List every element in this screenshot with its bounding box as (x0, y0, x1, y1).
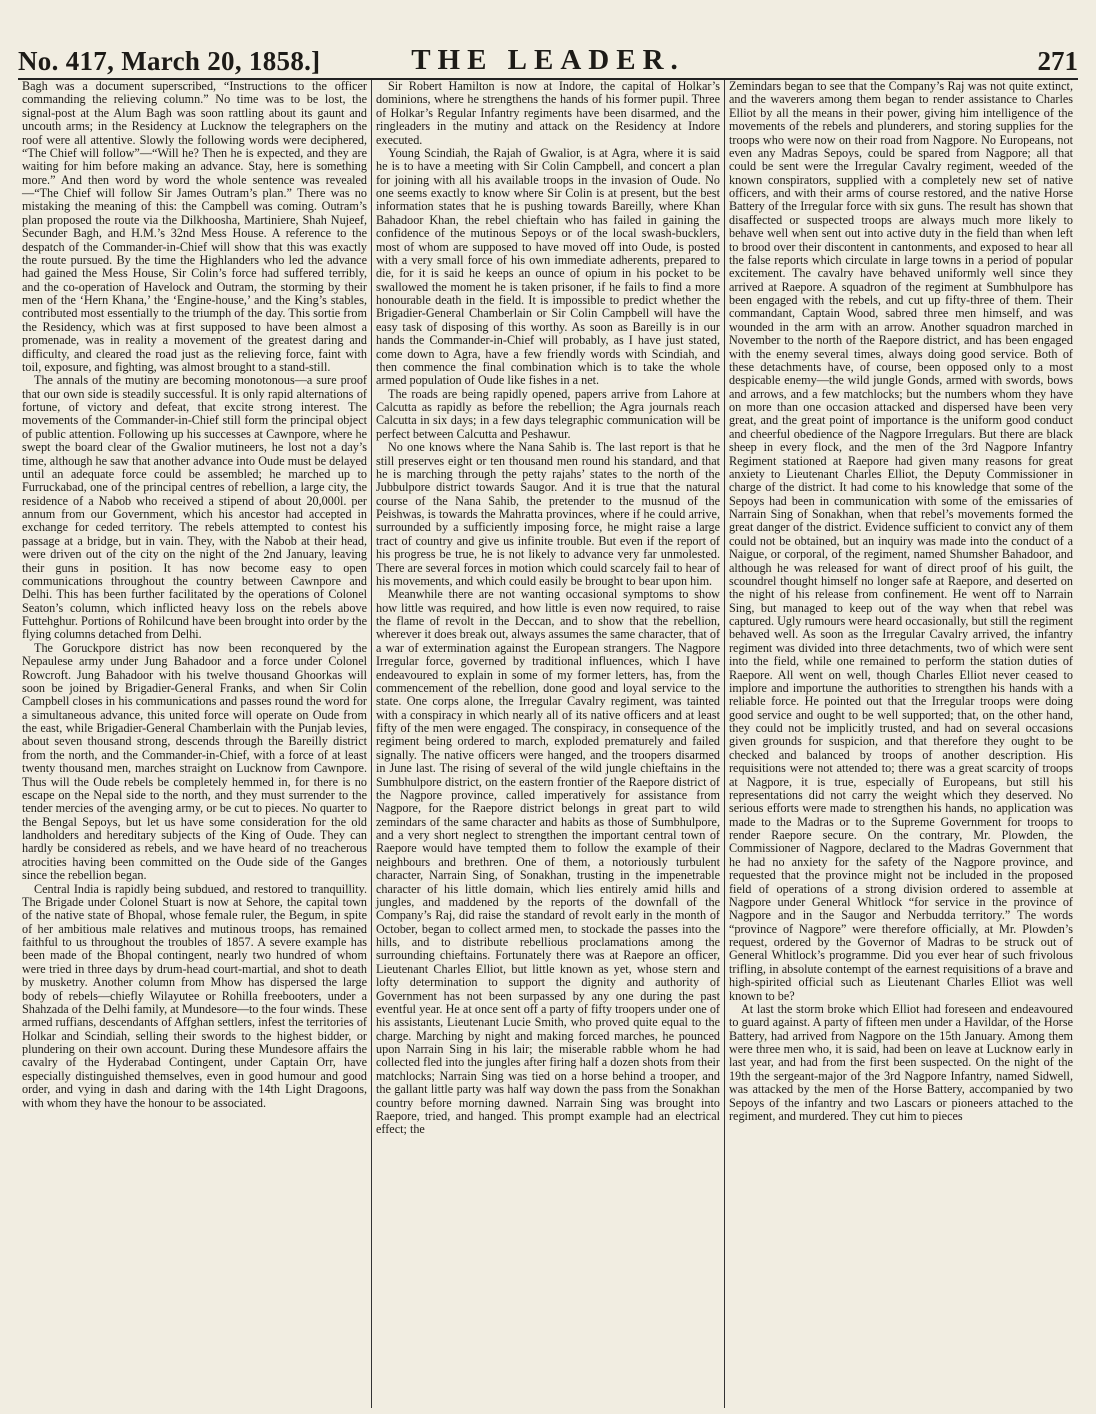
column-3 (724, 80, 1077, 1408)
paragraph: The Goruckpore district has now been reconquered by the Nepaulese army under Jung Bahadoor and a force under Colonel Rowcroft. Jung Bahadoor with his twelve thousand Ghoorkas will soon be joined by Brigadier-General Franks, and when Sir Colin Campbell closes in his communications and passes round the word for a simultaneous advance, this united force will operate on Oude from the east, while Brigadier-General Chamberlain with the Punjab levies, about seven thousand strong, descends through the Bareilly district from the north, and the Commander-in-Chief, with a force of at least twenty thousand men, marches straight on Lucknow from Cawnpore. Thus will the Oude rebels be completely hemmed in, for there is no escape on the Nepal side to the north, and they must surrender to the tender mercies of the avenging army, or be cut to pieces. No quarter to the Bengal Sepoys, but let us have some consideration for the old landholders and hereditary subjects of the King of Oude. They can hardly be considered as rebels, and we have heard of no treacherous atrocities having been committed on the Oude side of the Ganges since the rebellion began. (22, 640, 367, 883)
paragraph: Zemindars began to see that the Company’s Raj was not quite extinct, and the waverers among them began to render assistance to Charles Elliot by all the means in their power, giving him intelligence of the movements of the rebels and plunderers, and storing supplies for the troops who were now on their road from Nagpore. No Europeans, not even any Madras Sepoys, could be spared from Nagpore; all that could be sent were the Irregular Cavalry regiment, weeded of the known conspirators, supplied with a completely new set of native officers, and with their arms of course restored, and the native Horse Battery of the Irregular force with six guns. The result has shown that disaffected or suspected troops are always much more likely to behave well when sent out into active duty in the field than when left to brood over their discontent in cantonments, and exposed to hear all the false reports which circulate in large towns in a period of popular excitement. The cavalry have behaved uniformly well since they arrived at Raepore. A squadron of the regiment at Sumbhulpore has been engaged with the rebels, and cut up fifty-three of them. Their commandant, Captain Wood, sabred three men himself, and was wounded in the arm with an arrow. Another squadron marched in November to the north of the Raepore district, and has been engaged with the enemy several times, always doing good service. Both of these detachments have, of course, been opposed only to a most despicable enemy—the wild jungle Gonds, armed with swords, bows and arrows, and a few matchlocks; but the numbers whom they have on more than one occasion attacked and dispersed have been very great, and the great point of importance is the uniform good conduct and cheerful obedience of the Nagpore Irregulars. But there are black sheep in every flock, and the men of the 3rd Nagpore Infantry Regiment stationed at Raepore had given many reasons for great anxiety to Lieutenant Charles Elliot, the Deputy Commissioner in charge of the district. It had come to his knowledge that some of the Sepoys had been in communication with some of the emissaries of Narrain Sing of Sonakhan, when that rebel’s movements formed the great danger of the district. Evidence sufficient to convict any of them could not be obtained, but an inquiry was made into the conduct of a Naigue, or corporal, of the regiment, named Shumsher Bahadoor, and although he was released for want of direct proof of his guilt, the scoundrel thought himself no longer safe at Raepore, and deserted on the night of his release from confinement. He went off to Narrain Sing, but managed to keep out of the way when that rebel was captured. Ugly rumours were heard occasionally, but still the regiment behaved well. As soon as the Irregular Cavalry arrived, the infantry regiment was divided into three detachments, two of which were sent into the field, while one remained to perform the station duties of Raepore. All went on well, though Charles Elliot never ceased to implore and importune the authorities to strengthen his hands with a reliable force. He pointed out that the Irregular troops were doing good service and ought to be well supported; that, on the other hand, they could not be implicitly trusted, and had on several occasions given grounds for suspicion, and that therefore they ought to be checked and balanced by troops of another description. His requisitions were not attended to; there was a great scarcity of troops at Nagpore, it is true, especially of Europeans, but still his representations did not carry the weight which they deserved. No serious efforts were made to strengthen his hands, no application was made to the Madras or to the Supreme Government for troops to render Raepore secure. On the contrary, Mr. Plowden, the Commissioner of Nagpore, declared to the Madras Government that he had no anxiety for the safety of the Nagpore province, and requested that the province might not be included in the proposed field of operations of a strong division ordered to assemble at Nagpore under General Whitlock “for service in the province of Nagpore and in the Saugor and Nerbudda territory.” The words “province of Nagpore” were therefore officially, at Mr. Plowden’s request, ordered by the Governor of Madras to be struck out of General Whitlock’s programme. Did you ever hear of such frivolous trifling, in absolute contempt of the earnest requisitions of a brave and high-spirited official such as Lieutenant Charles Elliot was well known to be? (729, 80, 1073, 1003)
column-2 (371, 80, 724, 1408)
column-1 (18, 80, 371, 1408)
paragraph: The roads are being rapidly opened, papers arrive from Lahore at Calcutta as rapidly as before the rebellion; the Agra journals reach Calcutta in six days; in a few days telegraphic communication will be perfect between Calcutta and Peshawur. (376, 386, 720, 441)
issue-date: No. 417, March 20, 1858.] (18, 46, 321, 76)
article-columns (18, 80, 1078, 1408)
newspaper-title: THE LEADER. (411, 44, 685, 76)
page-number: 271 (1037, 46, 1078, 76)
paragraph: At last the storm broke which Elliot had foreseen and endeavoured to guard against. A party of fifteen men under a Havildar, of the Horse Battery, had arrived from Nagpore on the 15th January. Among them were three men who, it is said, had been on leave at Lucknow early in last year, and had from the first been suspected. On the night of the 19th the sergeant-major of the 3rd Nagpore Infantry, named Sidwell, was attacked by the men of the Horse Battery, accompanied by two Sepoys of the infantry and two Lascars or pioneers attached to the regiment, and murdered. They cut him to pieces (729, 1001, 1073, 1123)
paragraph: Meanwhile there are not wanting occasional symptoms to show how little was required, and how little is even now required, to raise the flame of revolt in the Deccan, and to show that the rebellion, wherever it does break out, always assumes the same character, that of a war of extermination against the European strangers. The Nagpore Irregular force, governed by traditional influences, which I have endeavoured to explain in some of my former letters, has, from the commencement of the rebellion, done good and loyal service to the state. One corps alone, the Irregular Cavalry regiment, was tainted with a conspiracy in which nearly all of its native officers and at least fifty of the men were engaged. The conspiracy, in consequence of the regiment being ordered to march, exploded prematurely and failed signally. The native officers were hanged, and the troopers disarmed in June last. The rising of several of the wild jungle chieftains in the Sumbhulpore district, on the eastern frontier of the Raepore district of the Nagpore province, called imperatively for assistance from Nagpore, for the Raepore district belongs in great part to wild zemindars of the same character and habits as those of Sumbhulpore, and a very short neglect to strengthen the important central town of Raepore would have tempted them to follow the example of their neighbours and brethren. One of them, a notoriously turbulent character, Narrain Sing, of Sonakhan, trusting in the impenetrable character of his little domain, which lies entirely amid hills and jungles, and maddened by the reports of the downfall of the Company’s Raj, did raise the standard of revolt early in the month of October, began to collect armed men, to stockade the passes into the hills, and to distribute rebellious proclamations among the surrounding chieftains. Fortunately there was at Raepore an officer, Lieutenant Charles Elliot, but little known as yet, whose stern and lofty determination to support the dignity and authority of Government has not been surpassed by any one during the past eventful year. He at once sent off a party of fifty troopers under one of his assistants, Lieutenant Lucie Smith, who proved quite equal to the charge. Marching by night and making forced marches, he pounced upon Narrain Sing in his lair; the miserable rabble whom he had collected fled into the jungles after firing half a dozen shots from their matchlocks; Narrain Sing was tied on a horse behind a trooper, and the gallant little party was half way down the pass from the Sonakhan country before morning dawned. Narrain Sing was brought into Raepore, tried, and hanged. This prompt example had an electrical effect; the (376, 587, 720, 1137)
paragraph: Young Scindiah, the Rajah of Gwalior, is at Agra, where it is said he is to have a meeting with Sir Colin Campbell, and concert a plan for joining with all his available troops in the invasion of Oude. No one seems exactly to know where Sir Colin is at present, but the best information states that he is pushing towards Bareilly, where Khan Bahadoor Khan, the rebel chieftain who has failed in gaining the confidence of the mutinous Sepoys or of the local swash-bucklers, most of whom are supposed to have moved off into Oude, is posted with a very small force of his own immediate adherents, prepared to die, for it is said he keeps an ounce of opium in his pocket to be swallowed the moment he is taken prisoner, if he fails to find a more honourable death in the field. It is impossible to predict whether the Brigadier-General Chamberlain or Sir Colin Campbell will have the easy task of disposing of this worthy. As soon as Bareilly is in our hands the Commander-in-Chief will probably, as I have just stated, come down to Agra, have a few friendly words with Scindiah, and then commence the final combination which is to take the whole armed population of Oude like fishes in a net. (376, 145, 720, 388)
paragraph: Sir Robert Hamilton is now at Indore, the capital of Holkar’s dominions, where he strengthens the hands of his former pupil. Three of Holkar’s Regular Infantry regiments have been disarmed, and the ringleaders in the mutiny and attack on the Residency at Indore executed. (376, 80, 720, 147)
paragraph: Central India is rapidly being subdued, and restored to tranquillity. The Brigade under Colonel Stuart is now at Sehore, the capital town of the native state of Bhopal, whose female ruler, the Begum, in spite of her ambitious male relatives and mutinous troops, has remained faithful to us throughout the troubles of 1857. A severe example has been made of the Bhopal contingent, nearly two hundred of whom were tried in three days by drum-head court-martial, and shot to death by musketry. Another column from Mhow has dispersed the large body of rebels—chiefly Wilayutee or Rohilla freebooters, under a Shahzada of the Delhi family, at Mundesore—to the four winds. These armed ruffians, descendants of Affghan settlers, infest the territories of Holkar and Scindiah, selling their swords to the highest bidder, or plundering on their own account. During these Mundesore affairs the cavalry of the Hyderabad Contingent, under Captain Orr, have especially distinguished themselves, even in good humour and good order, and vying in dash and daring with the 14th Light Dragoons, with whom they have the honour to be associated. (22, 881, 367, 1110)
paragraph: Bagh was a document superscribed, “Instructions to the officer commanding the relieving column.” No time was to be lost, the signal-post at the Alum Bagh was soon rattling about its gaunt and uncouth arms; in the Residency at Lucknow the telegraphers on the roof were all attentive. Slowly the following words were deciphered, “The Chief will follow”—“Will he? Then he is expected, and they are waiting for him before making an advance. Stay, here is something more.” And then word by word the whole sentence was revealed—“The Chief will follow Sir James Outram’s plan.” There was no mistaking the meaning of this: the Campbell was coming. Outram’s plan proposed the route via the Dilkhoosha, Martiniere, Shah Nujeef, Secunder Bagh, and H.M.’s 32nd Mess House. A reference to the despatch of the Commander-in-Chief will show that this was exactly the route pursued. By the time the Highlanders who led the advance had gained the Mess House, Sir Colin’s force had suffered terribly, and the co-operation of Havelock and Outram, the storming by their men of the ‘Hern Khana,’ the ‘Engine-house,’ and the King’s stables, contributed most essentially to the triumph of the day. This sortie from the Residency, which was at first supposed to have been almost a promenade, was in reality a movement of the greatest daring and difficulty, and cleared the road just as the relieving force, faint with toil, exposure, and fighting, was almost brought to a stand-still. (22, 80, 367, 374)
masthead (18, 38, 1078, 80)
paragraph: The annals of the mutiny are becoming monotonous—a sure proof that our own side is steadily successful. It is only rapid alternations of fortune, of victory and defeat, that excite strong interest. The movements of the Commander-in-Chief still form the principal object of public attention. Following up his successes at Cawnpore, where he swept the board clear of the Gwalior mutineers, he lost not a day’s time, although he saw that another advance into Oude must be delayed until an adequate force could be assembled; he marched up to Furruckabad, one of the principal centres of rebellion, a large city, the residence of a Nabob who received a stipend of about 20,000l. per annum from our Government, which his ancestor had accepted in exchange for ceded territory. The rebels attempted to contest his passage at a bridge, but in vain. They, with the Nabob at their head, were driven out of the city on the night of the 2nd January, leaving their guns in position. It has now become easy to open communications throughout the country between Cawnpore and Delhi. This has been further facilitated by the operations of Colonel Seaton’s column, which inflicted heavy loss on the rebels above Futtehghur. Portions of Rohilcund have been brought into order by the flying columns detached from Delhi. (22, 373, 367, 642)
paragraph: No one knows where the Nana Sahib is. The last report is that he still preserves eight or ten thousand men round his standard, and that he is marching through the petty rajahs’ states to the north of the Jubbulpore district towards Saugor. And it is true that the natural course of the Nana Sahib, the pretender to the musnud of the Peishwas, is towards the Mahratta provinces, where if he could arrive, surrounded by a sufficiently imposing force, he might raise a large tract of country and give us infinite trouble. But even if the report of his progress be true, he is not likely to advance very far unmolested. There are several forces in motion which could scarcely fail to hear of his movements, and which could easily be brought to bear upon him. (376, 440, 720, 588)
